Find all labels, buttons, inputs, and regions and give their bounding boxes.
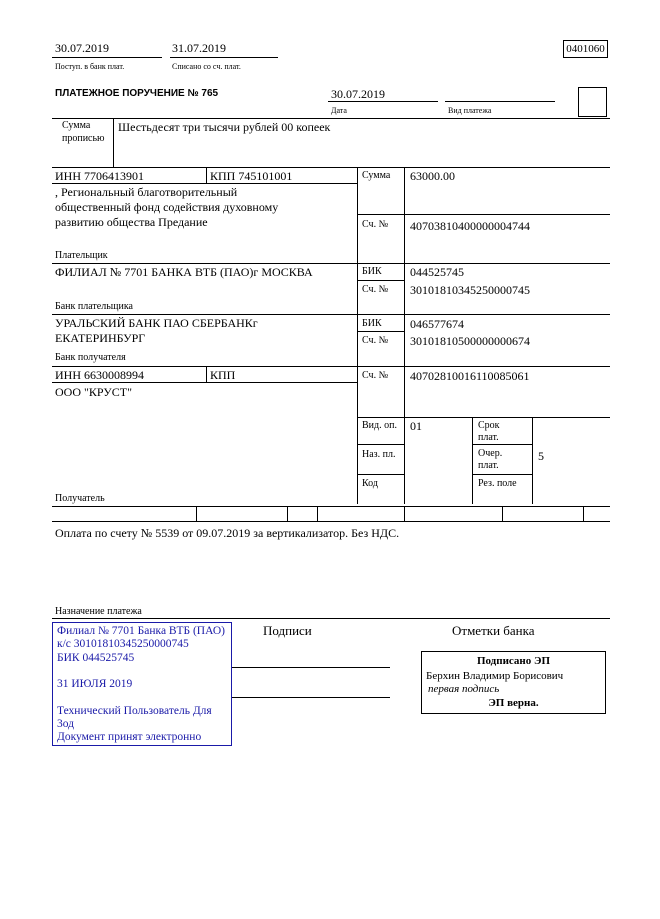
payer-bank-account-label: Сч. № [362, 284, 389, 295]
payee-account: 40702810016110085061 [410, 369, 530, 383]
payee-bank-name-line-2: ЕКАТЕРИНБУРГ [55, 331, 146, 345]
payee-bank-account-label: Сч. № [362, 335, 389, 346]
stamp-line-1: Филиал № 7701 Банка ВТБ (ПАО) [57, 625, 225, 637]
payer-account: 40703810400000004744 [410, 219, 530, 233]
payee-account-label: Сч. № [362, 370, 389, 381]
stamp-line-2: к/с 30101810345250000745 [57, 638, 189, 651]
payer-account-label: Сч. № [362, 219, 389, 230]
amount-value: 63000.00 [410, 169, 455, 183]
payer-name-line-2: общественный фонд содействия духовному [55, 200, 279, 214]
payment-type-label: Вид платежа [448, 106, 492, 115]
ep-signer-name: Берхин Владимир Борисович [426, 670, 564, 682]
stamp-line-3: БИК 044525745 [57, 651, 135, 664]
amount-words-value: Шестьдесят три тысячи рублей 00 копеек [118, 120, 331, 134]
payer-name-line-1: , Региональный благотворительный [55, 185, 238, 199]
stamp-date: 31 ИЮЛЯ 2019 [57, 678, 133, 691]
amount-words-label-1: Сумма [62, 120, 91, 131]
form-code: 0401060 [563, 40, 608, 58]
stamp-line-9: Документ принят электронно [57, 731, 202, 744]
purpose-label: Назначение платежа [55, 606, 142, 617]
received-date: 30.07.2019 [55, 41, 109, 55]
payee-bank-bik: 046577674 [410, 317, 464, 331]
ep-status: ЭП верна. [488, 697, 539, 709]
stamp-line-8: 3од [57, 718, 75, 731]
ep-signer-role: первая подпись [428, 683, 500, 695]
received-label: Поступ. в банк плат. [55, 62, 125, 71]
ep-title: Подписано ЭП [476, 655, 551, 667]
payer-kpp: КПП 745101001 [210, 169, 293, 183]
payer-bank-name: ФИЛИАЛ № 7701 БАНКА ВТБ (ПАО)г МОСКВА [55, 265, 313, 279]
payee-label: Получатель [55, 493, 105, 504]
payee-bank-name-line-1: УРАЛЬСКИЙ БАНК ПАО СБЕРБАНКг [55, 316, 258, 330]
code-label: Код [362, 478, 378, 489]
status-box [578, 87, 607, 117]
payee-bank-bik-label: БИК [362, 318, 382, 329]
reserve-label: Рез. поле [478, 478, 517, 489]
order-value: 5 [538, 449, 544, 463]
order-label-1: Очер. [478, 448, 503, 459]
stamp-line-7: Технический Пользователь Для [57, 704, 212, 717]
bank-stamp [52, 622, 232, 746]
amount-words-label-2: прописью [62, 133, 105, 144]
term-label-1: Срок [478, 420, 500, 431]
date-label: Дата [331, 106, 347, 115]
payee-bank-account: 30101810500000000674 [410, 334, 530, 348]
debited-date: 31.07.2019 [172, 41, 226, 55]
payee-kpp: КПП [210, 368, 236, 382]
op-type-value: 01 [410, 419, 422, 433]
signature-box [421, 651, 606, 714]
term-label-2: плат. [478, 432, 499, 443]
page-title: ПЛАТЕЖНОЕ ПОРУЧЕНИЕ № 765 [55, 88, 219, 99]
op-type-label: Вид. оп. [362, 420, 397, 431]
bank-marks-label: Отметки банка [452, 623, 535, 638]
amount-label: Сумма [362, 170, 391, 181]
payer-label: Плательщик [55, 250, 108, 261]
payee-inn: ИНН 6630008994 [55, 368, 144, 382]
payer-inn: ИНН 7706413901 [55, 169, 144, 183]
payee-name: ООО "КРУСТ" [55, 385, 133, 399]
signatures-label: Подписи [263, 623, 312, 638]
payer-bank-account: 30101810345250000745 [410, 283, 530, 297]
payee-bank-label: Банк получателя [55, 352, 126, 363]
purpose-text: Оплата по счету № 5539 от 09.07.2019 за вертикализатор. Без НДС. [55, 526, 400, 540]
payer-name-line-3: развитию общества Предание [55, 215, 208, 229]
purpose-code-label: Наз. пл. [362, 449, 396, 460]
payer-bank-bik-label: БИК [362, 266, 382, 277]
document-date: 30.07.2019 [331, 87, 385, 101]
payer-bank-bik: 044525745 [410, 265, 464, 279]
debited-label: Списано со сч. плат. [172, 62, 241, 71]
order-label-2: плат. [478, 460, 499, 471]
payer-bank-label: Банк плательщика [55, 301, 133, 312]
